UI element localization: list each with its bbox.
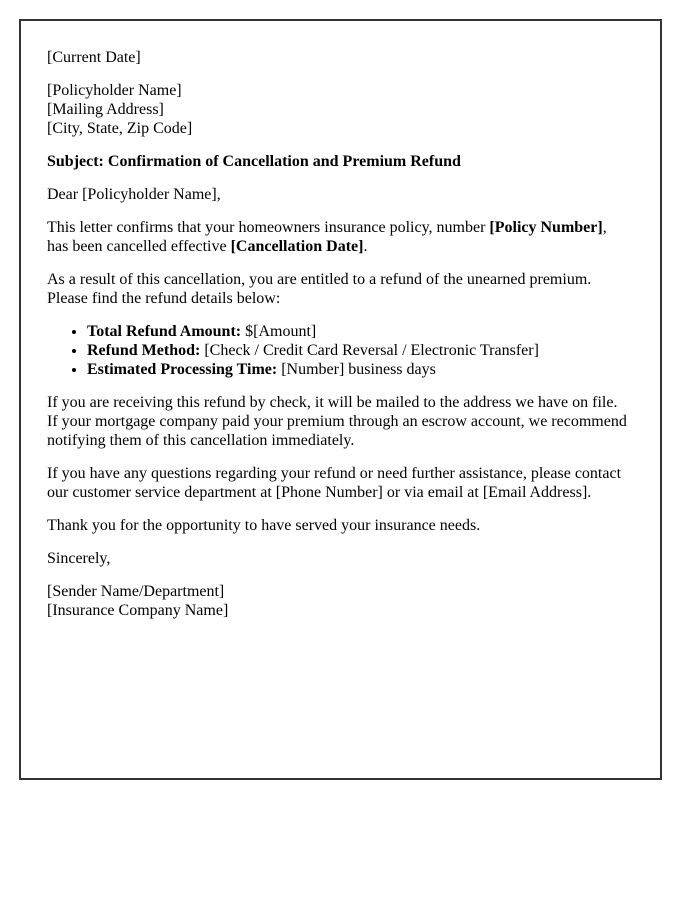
refund-method-label: Refund Method: [87,342,201,359]
policy-confirmation-line-1 [47,218,634,237]
company-name-line: [Insurance Company Name] [47,602,229,619]
sign-off: Sincerely, [47,550,111,567]
refund-intro-paragraph [47,270,634,308]
subject-line: Subject: Confirmation of Cancellation and Premium Refund [47,153,461,170]
letter-frame [19,19,662,780]
recipient-name: [Policyholder Name] [47,82,182,99]
confirmation-text-period: . [363,238,368,255]
sign-off-block [47,549,634,568]
processing-time-item [87,360,634,379]
policy-number: [Policy Number] [489,219,603,236]
refund-amount-item [87,322,634,341]
contact-info-line-2: our customer service department at [Phone Number] or via email at [Email Address]. [47,484,592,501]
refund-amount-label: Total Refund Amount: [87,323,242,340]
recipient-city-state-zip: [City, State, Zip Code] [47,120,193,137]
sender-name-line: [Sender Name/Department] [47,583,225,600]
check-delivery-line-2: If your mortgage company paid your premium through an escrow account, we recommend [47,413,627,430]
refund-details-list [47,322,634,379]
recipient-block [47,81,634,138]
confirmation-text-effective: has been cancelled effective [47,238,231,255]
refund-intro-line-1: As a result of this cancellation, you are entitled to a refund of the unearned premium. [47,271,592,288]
contact-info-line-1: If you have any questions regarding your refund or need further assistance, please contact [47,465,622,482]
contact-info-paragraph [47,464,634,502]
refund-method-item [87,341,634,360]
check-delivery-paragraph [47,393,634,450]
thank-you-block [47,516,634,535]
confirmation-text-comma: , [602,219,607,236]
confirmation-text-lead: This letter confirms that your homeowners insurance policy, number [47,219,490,236]
processing-time-value: [Number] business days [277,361,436,378]
policy-confirmation-paragraph [47,218,634,256]
cancellation-date: [Cancellation Date] [230,238,364,255]
policy-confirmation-line-2 [47,237,634,256]
date-line: [Current Date] [47,49,141,66]
refund-method-value: [Check / Credit Card Reversal / Electronic Transfer] [200,342,539,359]
check-delivery-line-3: notifying them of this cancellation immediately. [47,432,355,449]
refund-intro-line-2: Please find the refund details below: [47,290,281,307]
salutation: Dear [Policyholder Name], [47,186,221,203]
salutation-block [47,185,634,204]
recipient-address: [Mailing Address] [47,101,164,118]
thank-you-line: Thank you for the opportunity to have served your insurance needs. [47,517,481,534]
signature-block [47,582,634,620]
processing-time-label: Estimated Processing Time: [87,361,278,378]
date-block [47,48,634,67]
subject-block [47,152,634,171]
check-delivery-line-1: If you are receiving this refund by check, it will be mailed to the address we have on file. [47,394,618,411]
refund-amount-value: $[Amount] [241,323,317,340]
